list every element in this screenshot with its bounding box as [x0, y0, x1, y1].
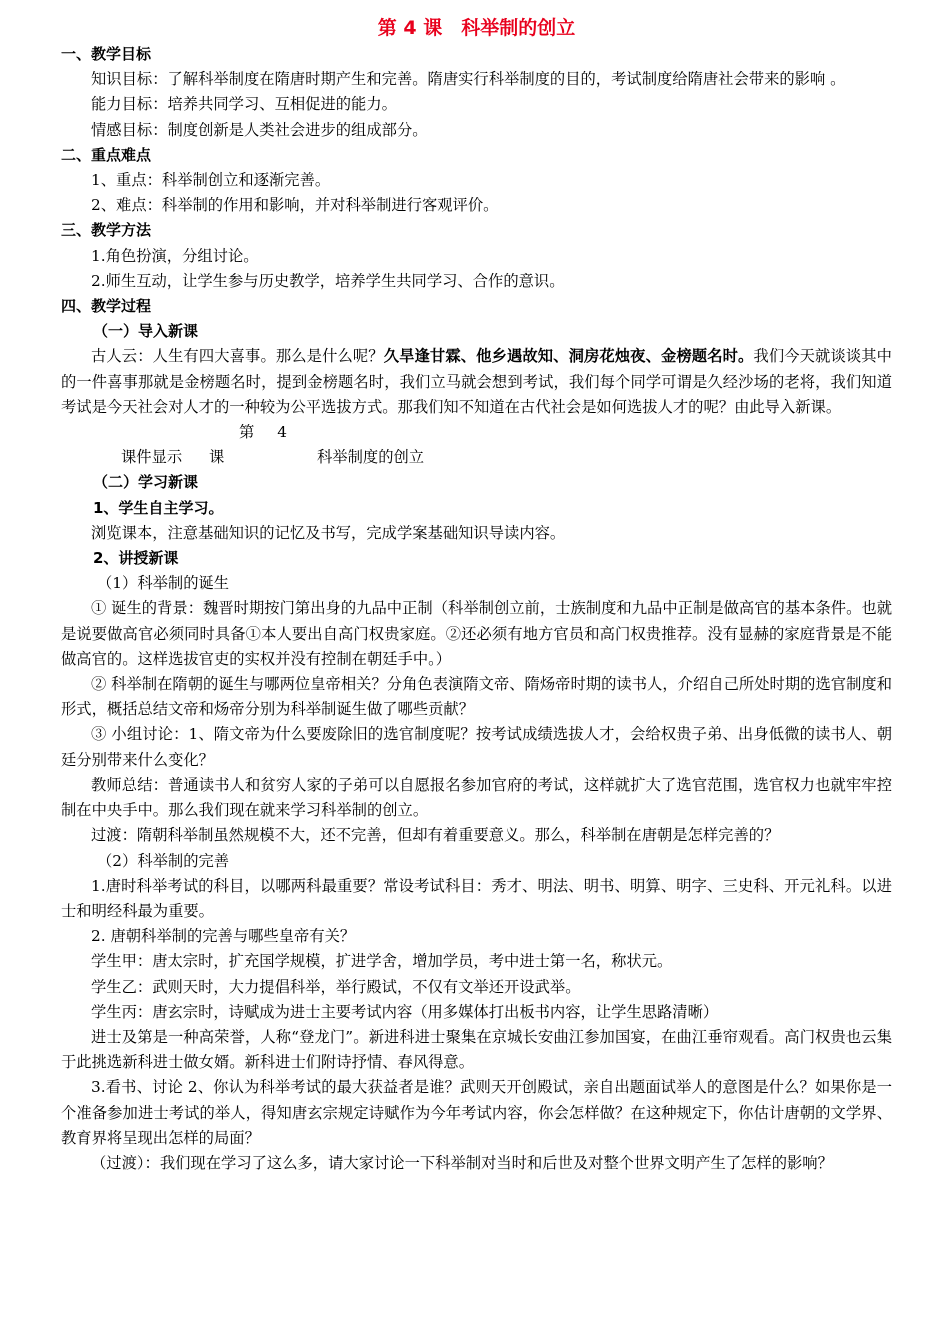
method-1: 1.角色扮演，分组讨论。 [91, 246, 259, 265]
perfect-student-b: 学生乙：武则天时，大力提倡科举，举行殿试，不仅有文举还开设武举。 [91, 977, 581, 996]
section-heading-objectives: 一、教学目标 [61, 45, 152, 63]
teach-heading: 2、讲授新课 [93, 549, 179, 568]
birth-teacher-summary: 教师总结：普通读书人和贫穷人家的子弟可以自愿报名参加官府的考试，这样就扩大了选官范围，选官权力也就牢牢控制在中央手中。那么我们现在就来学习科举制的创立。 [61, 775, 892, 820]
perfect-student-c: 学生丙：唐玄宗时，诗赋成为进士主要考试内容（用多媒体打出板书内容，让学生思路清晰） [91, 1002, 719, 1021]
section-heading-process: 四、教学过程 [61, 297, 152, 316]
courseware-display [61, 420, 892, 470]
intro-heading: （一）导入新课 [93, 322, 199, 341]
courseware-lesson: 第 4 课 [209, 423, 287, 467]
courseware-label: 课件显示 [121, 448, 183, 467]
perfect-student-a: 学生甲：唐太宗时，扩充国学规模，扩进学舍，增加学员，考中进士第一名，称状元。 [91, 952, 673, 971]
objective-ability: 能力目标：培养共同学习、互相促进的能力。 [91, 95, 397, 114]
perfect-heading: （2）科举制的完善 [97, 851, 230, 870]
objective-knowledge: 知识目标：了解科举制度在隋唐时期产生和完善。隋唐实行科举制度的目的，考试制度给隋唐社会带来的影响 。 [91, 70, 846, 89]
birth-transition: 过渡：隋朝科举制虽然规模不大，还不完善，但却有着重要意义。那么，科举制在唐朝是怎样完善的？ [91, 826, 780, 845]
perfect-subjects: 1.唐时科举考试的科目，以哪两科最重要？常设考试科目：秀才、明法、明书、明算、明字、三史科、开元礼科。以进士和明经科最为重要。 [61, 876, 892, 920]
method-2: 2.师生互动，让学生参与历史教学，培养学生共同学习、合作的意识。 [91, 271, 565, 290]
section-heading-key-points: 二、重点难点 [61, 145, 152, 164]
intro-paragraph [61, 344, 892, 420]
birth-background: ① 诞生的背景：魏晋时期按门第出身的九品中正制（科举制创立前，士族制度和九品中正制是做高官的基本条件。也就是说要做高官必须同时具备①本人要出自高门权贵家庭。②还必须有地方官员和高门权贵推荐。没有显赫的家庭背景是不能做高官的。这样选拔官吏的实权并没有控制在朝廷手中。） [61, 599, 892, 668]
section-heading-methods: 三、教学方法 [61, 221, 152, 240]
learn-heading: （二）学习新课 [93, 473, 199, 492]
self-study-paragraph: 浏览课本，注意基础知识的记忆及书写，完成学案基础知识导读内容。 [91, 523, 566, 542]
intro-text-b: 我们今天就谈谈其中的一件喜事那就是金榜题名时，提到金榜题名时，我们立马就会想到考试，我们每个同学可谓是久经沙场的老将，我们知道考试是今天社会对人才的一种较为公平选拔方式。那我们知不知道在古代社会是如何选拔人才的呢？由此导入新课。 [61, 347, 892, 416]
perfect-emperors-question: 2. 唐朝科举制的完善与哪些皇帝有关？ [91, 927, 356, 946]
intro-bold-text: 久旱逢甘霖、他乡遇故知、洞房花烛夜、金榜题名时。 [383, 347, 754, 366]
objective-emotion: 情感目标：制度创新是人类社会进步的组成部分。 [91, 120, 428, 139]
birth-heading: （1）科举制的诞生 [97, 574, 230, 593]
birth-group-discussion: ③ 小组讨论：1、隋文帝为什么要废除旧的选官制度呢？按考试成绩选拔人才，会给权贵子弟、出身低微的读书人、朝廷分别带来什么变化？ [61, 725, 892, 769]
difficult-point: 2、难点：科举制的作用和影响，并对科举制进行客观评价。 [91, 196, 499, 215]
intro-text-a: 古人云：人生有四大喜事。那么是什么呢？ [91, 347, 384, 366]
page-title: 第 4 课 科举制的创立 [377, 17, 576, 39]
perfect-jinshi-honor: 进士及第是一种高荣誉，人称“登龙门”。新进科进士聚集在京城长安曲江参加国宴，在曲江垂帘观看。高门权贵也云集于此挑选新科进士做女婿。新科进士们附诗抒情、春风得意。 [61, 1027, 892, 1072]
perfect-transition: （过渡）：我们现在学习了这么多，请大家讨论一下科举制对当时和后世及对整个世界文明产生了怎样的影响？ [91, 1153, 833, 1172]
key-point: 1、重点：科举制创立和逐渐完善。 [91, 171, 331, 190]
perfect-discussion-2: 3.看书、讨论 2、你认为科举考试的最大获益者是谁？武则天开创殿试，亲自出题面试举人的意图是什么？如果你是一个准备参加进士考试的举人，得知唐玄宗规定诗赋作为今年考试内容，你会怎样做？在这种规定下，你估计唐朝的文学界、教育界将呈现出怎样的局面？ [61, 1078, 892, 1147]
self-study-heading: 1、学生自主学习。 [93, 498, 224, 517]
courseware-title: 科举制度的创立 [317, 448, 425, 467]
birth-sui-emperors: ② 科举制在隋朝的诞生与哪两位皇帝相关？分角色表演隋文帝、隋炀帝时期的读书人，介绍自己所处时期的选官制度和形式，概括总结文帝和炀帝分别为科举制诞生做了哪些贡献？ [61, 675, 892, 719]
